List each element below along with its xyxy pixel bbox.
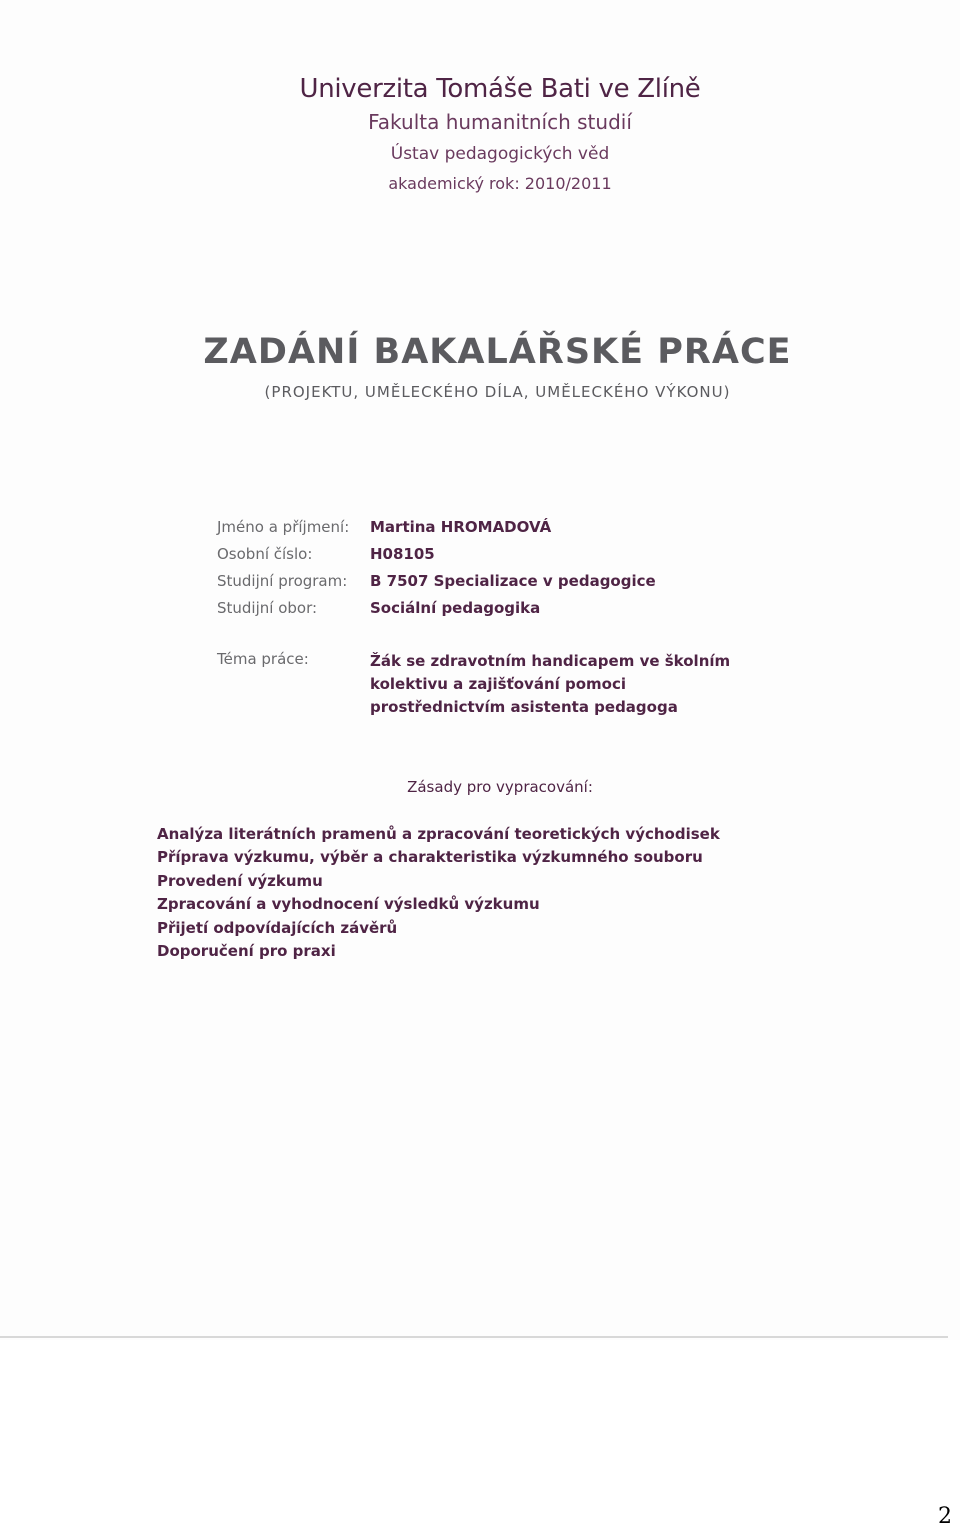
document-title: ZADÁNÍ BAKALÁŘSKÉ PRÁCE [203, 332, 792, 372]
topic-value: Žák se zdravotním handicapem ve školním kolektivu a zajišťování pomoci prostřednictvím asistenta pedagoga [370, 652, 731, 716]
page-number: 2 [938, 1504, 952, 1529]
list-item: Analýza literátních pramenů a zpracování teoretických východisek [157, 825, 720, 843]
academic-year: akademický rok: 2010/2011 [388, 174, 612, 193]
id-label: Osobní číslo: [217, 545, 313, 563]
program-row [217, 568, 656, 595]
list-item: Zpracování a vyhodnocení výsledků výzkumu [157, 895, 540, 914]
institute-name: Ústav pedagogických věd [390, 144, 610, 164]
list-item: Doporučení pro praxi [157, 942, 336, 961]
document-subtitle: (PROJEKTU, UMĚLECKÉHO DÍLA, UMĚLECKÉHO VÝKONU) [264, 383, 731, 401]
principles-list [157, 823, 720, 963]
name-value: Martina HROMADOVÁ [370, 518, 552, 536]
program-value: B 7507 Specializace v pedagogice [370, 572, 656, 590]
id-row [217, 541, 656, 568]
field-label: Studijní obor: [217, 599, 318, 617]
field-row [217, 595, 656, 622]
university-name: Univerzita Tomáše Bati ve Zlíně [299, 74, 701, 104]
name-label: Jméno a příjmení: [217, 518, 350, 536]
name-row [217, 514, 656, 541]
id-value: H08105 [370, 545, 435, 563]
program-label: Studijní program: [217, 572, 348, 590]
principles-heading: Zásady pro vypracování: [407, 778, 593, 796]
topic-label: Téma práce: [217, 650, 309, 668]
list-item: Přijetí odpovídajících závěrů [157, 918, 398, 937]
topic-row [217, 650, 750, 719]
list-item: Příprava výzkumu, výběr a charakteristika výzkumného souboru [157, 848, 703, 867]
field-value: Sociální pedagogika [370, 599, 541, 617]
faculty-name: Fakulta humanitních studií [368, 110, 632, 134]
list-item: Provedení výzkumu [157, 871, 323, 890]
scan-edge-line [0, 1336, 948, 1338]
student-info [217, 514, 656, 622]
